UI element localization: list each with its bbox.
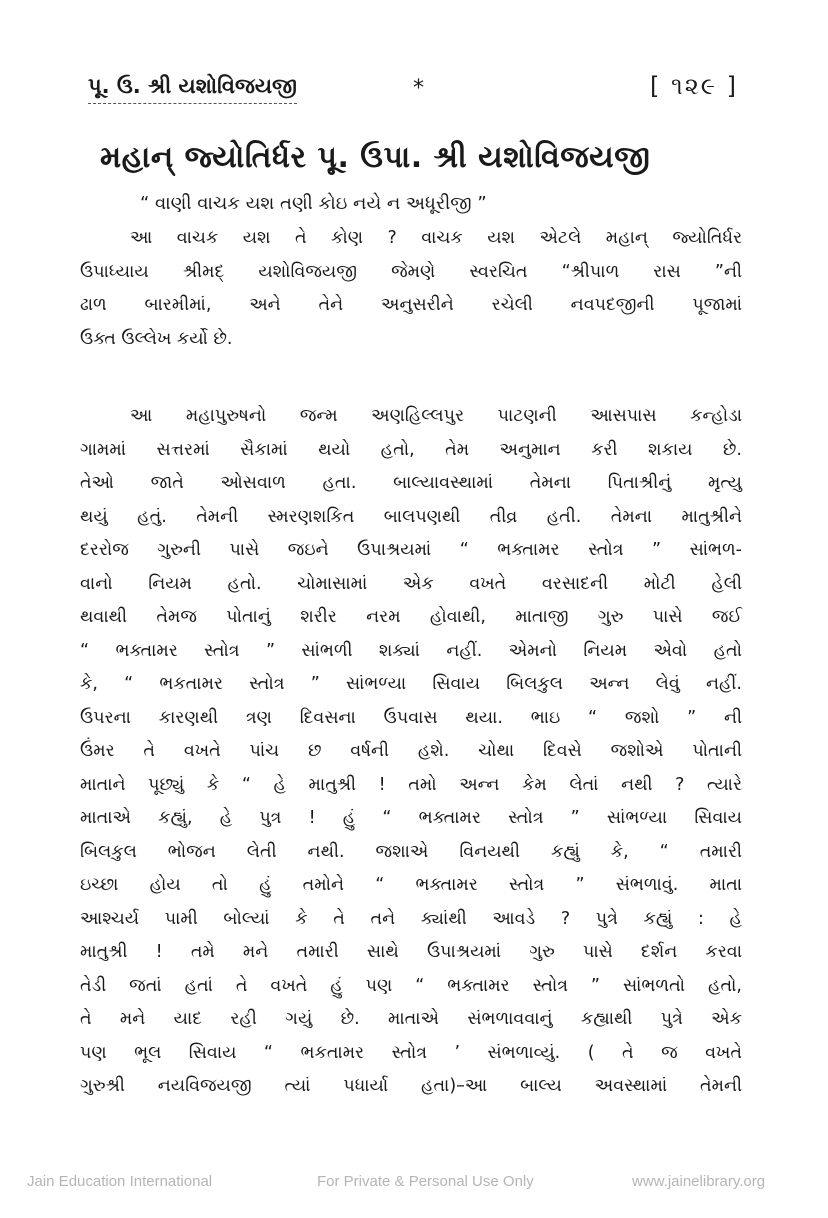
footer-usage-notice: For Private & Personal Use Only bbox=[317, 1173, 534, 1190]
text-line: માતુશ્રી ! તમે મને તમારી સાથે ઉપાશ્રયમાં ગુરુ પાસે દર્શન કરવા bbox=[80, 942, 742, 962]
text-line: માતાએ કહ્યું, હે પુત્ર ! હું “ ભક્તામર સ્તોત્ર ” સાંભળ્યા સિવાય bbox=[80, 808, 742, 828]
footer-publisher: Jain Education International bbox=[27, 1173, 213, 1190]
text-line: ઢાળ બારમીમાં, અને તેને અનુસરીને રચેલી નવપદજીની પૂજામાં bbox=[80, 295, 742, 315]
paragraph-intro bbox=[80, 222, 742, 356]
text-line: આ વાચક યશ તે કોણ ? વાચક યશ એટલે મહાન્ જ્યોતિર્ધર bbox=[130, 228, 742, 248]
text-line: ગામમાં સત્તરમાં સૈકામાં થયો હતો, તેમ અનુમાન કરી શકાય છે. bbox=[80, 439, 742, 460]
footer-website-link[interactable]: www.jainelibrary.org bbox=[632, 1173, 766, 1190]
text-line: ઇચ્છા હોય તો હું તમોને “ ભક્તામર સ્તોત્ર ” સંભળાવું. માતા bbox=[80, 875, 742, 895]
text-line: માતાને પૂછ્યું કે “ હે માતુશ્રી ! તમો અન્ન કેમ લેતાં નથી ? ત્યારે bbox=[80, 774, 742, 795]
text-line: ઉપરના કારણથી ત્રણ દિવસના ઉપવાસ થયા. ભાઇ “ જશો ” ની bbox=[80, 707, 742, 728]
text-line: ઉંમર તે વખતે પાંચ છ વર્ષની હશે. ચોથા દિવસે જશોએ પોતાની bbox=[80, 741, 742, 761]
text-line: પણ ભૂલ સિવાય “ ભકતામર સ્તોત્ર ’ સંભળાવ્યું. ( તે જ વખતે bbox=[80, 1042, 742, 1063]
text-line: આશ્ચર્ય પામી બોલ્યાં કે તે તને ક્યાંથી આવડે ? પુત્રે કહ્યું : હે bbox=[80, 908, 742, 929]
text-line: આ મહાપુરુષનો જન્મ અણહિલ્લપુર પાટણની આસપાસ કન્હોડા bbox=[130, 406, 742, 426]
text-line: થવાથી તેમજ પોતાનું શરીર નરમ હોવાથી, માતાજી ગુરુ પાસે જઈ bbox=[80, 607, 742, 627]
asterisk-ornament-icon: * bbox=[413, 76, 424, 101]
text-line: તે મને યાદ રહી ગયું છે. માતાએ સંભળાવવાનું કહ્યાથી પુત્રે એક bbox=[80, 1009, 742, 1029]
running-head-title: પૂ. ઉ. શ્રી યશોવિજયજી bbox=[88, 74, 297, 104]
epigraph-quote: “ વાણી વાચક યશ તણી કોઇ નયે ન અધૂરીજી ” bbox=[140, 193, 487, 214]
running-head bbox=[88, 70, 738, 110]
page-number: [ ૧૨૯ ] bbox=[649, 72, 738, 100]
watermark-footer bbox=[0, 1173, 828, 1197]
text-line: ઉક્ત ઉલ્લેખ કર્યો છે. bbox=[80, 328, 233, 349]
text-line: “ ભક્તામર સ્તોત્ર ” સાંભળી શક્યાં નહીં. એમનો નિયમ એવો હતો bbox=[80, 640, 742, 661]
text-line: ગુરુશ્રી નયવિજયજી ત્યાં પધાર્યા હતા)–આ બાલ્ય અવસ્થામાં તેમની bbox=[80, 1076, 742, 1096]
text-line: ઉપાધ્યાય શ્રીમદ્ યશોવિજયજી જેમણે સ્વરચિત “શ્રીપાળ રાસ ”ની bbox=[80, 261, 742, 282]
paragraph-biography bbox=[80, 400, 742, 1104]
text-line: તેઓ જાતે ઓસવાળ હતા. બાલ્યાવસ્થામાં તેમના પિતાશ્રીનું મૃત્યુ bbox=[80, 473, 742, 493]
text-line: બિલકુલ ભોજન લેતી નથી. જશાએ વિનયથી કહ્યું કે, “ તમારી bbox=[80, 841, 742, 862]
text-line: તેડી જતાં હતાં તે વખતે હું પણ “ ભક્તામર સ્તોત્ર ” સાંભળતો હતો, bbox=[80, 975, 742, 996]
text-line: કે, “ ભકતામર સ્તોત્ર ” સાંભળ્યા સિવાય બિલકુલ અન્ન લેવું નહીં. bbox=[80, 674, 742, 694]
text-line: દરરોજ ગુરુની પાસે જઇને ઉપાશ્રયમાં “ ભક્તામર સ્તોત્ર ” સાંભળ- bbox=[80, 540, 742, 560]
text-line: થયું હતું. તેમની સ્મરણશકિત બાલપણથી તીવ્ર હતી. તેમના માતુશ્રીને bbox=[80, 506, 742, 527]
chapter-title: મહાન્ જ્યોતિર્ધર પૂ. ઉપા. શ્રી યશોવિજયજી bbox=[100, 140, 651, 175]
text-line: વાનો નિયમ હતો. ચોમાસામાં એક વખતે વરસાદની મોટી હેલી bbox=[80, 573, 742, 594]
